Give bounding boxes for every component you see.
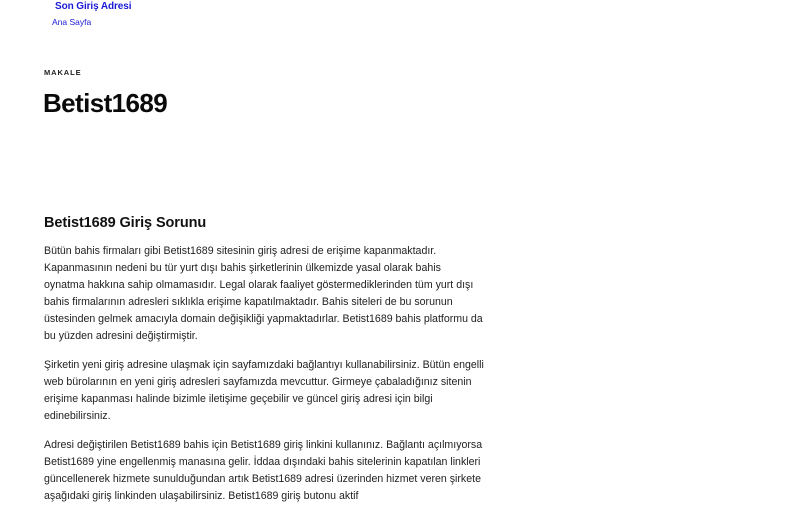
paragraph: Bütün bahis firmaları gibi Betist1689 sitesinin giriş adresi de erişime kapanmaktadır. Kapanmasının nedeni bu tür yurt dışı bahis şirketlerinin ülkemizde yasal olarak bahis oynatma hakkına sahip olmamasıdır. Legal olarak faaliyet göstermediklerinden tüm yurt dışı bahis firmalarının adresleri sıklıkla erişime kapatılmaktadır. Bahis siteleri de bu sorunun üstesinden gelmek amacıyla domain değişikliği yapmaktadırlar. Betist1689 bahis platformu da bu yüzden adresini değiştirmiştir. (44, 245, 483, 342)
paragraph: Şirketin yeni giriş adresine ulaşmak için sayfamızdaki bağlantıyı kullanabilirsiniz. Bütün engelli web bürolarının en yeni giriş adresleri sayfamızda mevcuttur. Girmeye çabaladığınız sitenin erişime kapanması halinde bizimle iletişime geçebilir ve güncel giriş adresi için bilgi edinebilirsiniz. (44, 359, 484, 422)
nav-link-home[interactable]: Ana Sayfa (52, 17, 92, 27)
paragraph: Adresi değiştirilen Betist1689 bahis için Betist1689 giriş linkini kullanınız. Bağlantı açılmıyorsa Betist1689 yine engellenmiş manasına gelir. İddaa dışındaki bahis sitelerinin kapatılan linkleri güncellenerek hizmete sunulduğundan artık Betist1689 adresi üzerinden hizmet veren şirkete aşağıdaki giriş linkinden ulaşabilirsiniz. Betist1689 giriş butonu aktif (44, 439, 483, 502)
page-title: Betist1689 (43, 88, 168, 118)
article-category: MAKALE (44, 68, 82, 77)
article-content (44, 243, 484, 517)
site-title-link[interactable]: Son Giriş Adresi (55, 1, 132, 12)
section-heading: Betist1689 Giriş Sorunu (44, 215, 207, 231)
